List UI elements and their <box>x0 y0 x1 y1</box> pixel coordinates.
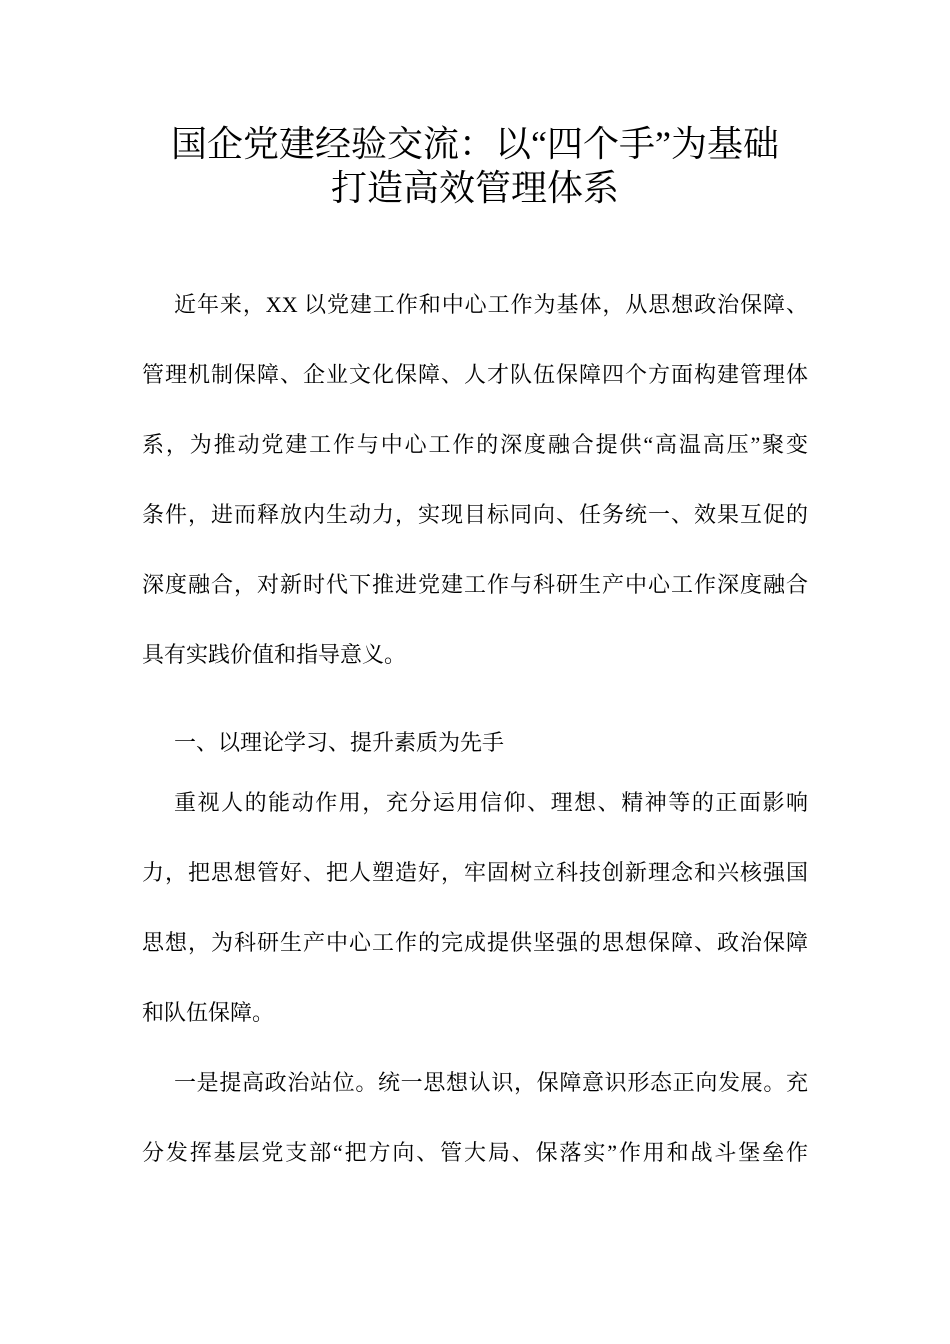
title-line: 打造高效管理体系 <box>330 168 619 208</box>
text-line: 分发挥基层党支部“把方向、管大局、保落实”作用和战斗堡垒作 <box>142 1140 808 1165</box>
text-line: 深度融合，对新时代下推进党建工作与科研生产中心工作深度融合 <box>142 572 808 597</box>
title-line: 国企党建经验交流：以“四个手”为基础 <box>171 124 779 164</box>
text-line: 一、以理论学习、提升素质为先手 <box>174 730 505 755</box>
text-line: 和队伍保障。 <box>142 1000 275 1025</box>
text-line: 近年来，XX 以党建工作和中心工作为基体，从思想政治保障、 <box>174 292 808 317</box>
text-line: 具有实践价值和指导意义。 <box>142 642 407 667</box>
text-line: 思想，为科研生产中心工作的完成提供坚强的思想保障、政治保障 <box>142 930 808 955</box>
document-body <box>142 270 808 1188</box>
text-line: 管理机制保障、企业文化保障、人才队伍保障四个方面构建管理体 <box>142 362 808 387</box>
paragraph <box>142 1048 808 1188</box>
page-title <box>142 122 808 210</box>
text-line: 重视人的能动作用，充分运用信仰、理想、精神等的正面影响 <box>174 790 808 815</box>
document-content <box>142 0 808 1188</box>
section-heading <box>142 718 808 768</box>
text-line: 一是提高政治站位。统一思想认识，保障意识形态正向发展。充 <box>174 1070 808 1095</box>
text-line: 系，为推动党建工作与中心工作的深度融合提供“高温高压”聚变 <box>142 432 808 457</box>
paragraph <box>142 768 808 1048</box>
text-line: 力，把思想管好、把人塑造好，牢固树立科技创新理念和兴核强国 <box>142 860 808 885</box>
text-line: 条件，进而释放内生动力，实现目标同向、任务统一、效果互促的 <box>142 502 808 527</box>
paragraph <box>142 270 808 690</box>
